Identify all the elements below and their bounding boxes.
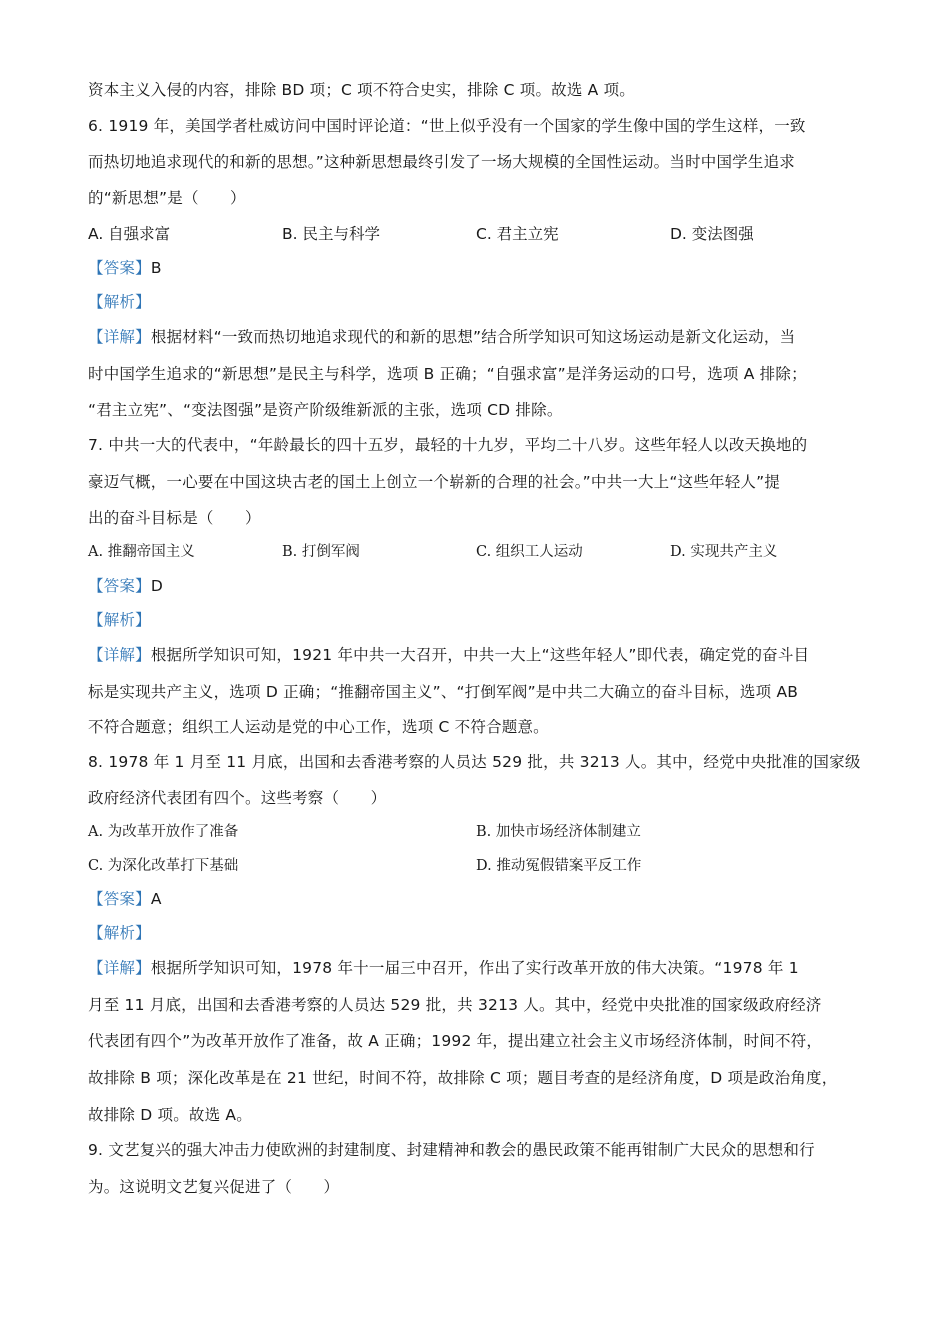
q8-detail-line: 故排除 D 项。故选 A。 bbox=[88, 1106, 252, 1124]
q6-analysis-tag: 【解析】 bbox=[88, 293, 151, 311]
detail-tag: 【详解】 bbox=[88, 328, 151, 346]
detail-tag: 【详解】 bbox=[88, 959, 151, 977]
q6-option-a: A. 自强求富 bbox=[88, 225, 171, 243]
question-6-stem: 而热切地追求现代的和新的思想。”这种新思想最终引发了一场大规模的全国性运动。当时中国学生追求 bbox=[88, 153, 795, 171]
question-7-stem: 出的奋斗目标是（ ） bbox=[88, 509, 261, 527]
q8-detail-line: 故排除 B 项；深化改革是在 21 世纪，时间不符，故排除 C 项；题目考查的是经济角度，D 项是政治角度， bbox=[88, 1069, 838, 1087]
q8-option-b: B. 加快市场经济体制建立 bbox=[476, 824, 641, 840]
detail-tag: 【详解】 bbox=[88, 646, 151, 664]
q6-option-d: D. 变法图强 bbox=[670, 225, 754, 243]
question-9-stem: 9. 文艺复兴的强大冲击力使欧洲的封建制度、封建精神和教会的愚民政策不能再钳制广大民众的思想和行 bbox=[88, 1141, 815, 1159]
answer-value: D bbox=[150, 577, 163, 595]
question-8-stem: 政府经济代表团有四个。这些考察（ ） bbox=[88, 789, 387, 807]
q7-option-c: C. 组织工人运动 bbox=[476, 544, 583, 560]
q6-detail-line: “君主立宪”、“变法图强”是资产阶级维新派的主张，选项 CD 排除。 bbox=[88, 401, 563, 419]
answer-value: A bbox=[150, 890, 162, 908]
question-9-stem: 为。这说明文艺复兴促进了（ ） bbox=[88, 1178, 340, 1196]
q6-option-b: B. 民主与科学 bbox=[282, 225, 380, 243]
q8-analysis-tag: 【解析】 bbox=[88, 924, 151, 942]
q6-detail-line: 时中国学生追求的“新思想”是民主与科学，选项 B 正确；“自强求富”是洋务运动的口号，选项 A 排除； bbox=[88, 365, 807, 383]
q8-option-c: C. 为深化改革打下基础 bbox=[88, 858, 239, 874]
question-6-stem: 6. 1919 年，美国学者杜威访问中国时评论道：“世上似乎没有一个国家的学生像中国的学生这样，一致 bbox=[88, 117, 806, 135]
q8-option-d: D. 推动冤假错案平反工作 bbox=[476, 858, 642, 874]
text-line: 资本主义入侵的内容，排除 BD 项；C 项不符合史实，排除 C 项。故选 A 项。 bbox=[88, 81, 636, 99]
q8-detail bbox=[88, 958, 888, 978]
q7-option-a: A. 推翻帝国主义 bbox=[88, 544, 195, 560]
answer-tag: 【答案】 bbox=[88, 577, 151, 595]
q8-detail-line: 月至 11 月底，出国和去香港考察的人员达 529 批，共 3213 人。其中，经党中央批准的国家级政府经济 bbox=[88, 996, 822, 1014]
answer-tag: 【答案】 bbox=[88, 259, 151, 277]
detail-text: 根据所学知识可知，1978 年十一届三中召开，作出了实行改革开放的伟大决策。“1978 年 1 bbox=[150, 959, 799, 977]
q7-detail bbox=[88, 645, 888, 665]
q6-option-c: C. 君主立宪 bbox=[476, 225, 559, 243]
q8-detail-line: 代表团有四个”为改革开放作了准备，故 A 正确；1992 年，提出建立社会主义市场经济体制，时间不符， bbox=[88, 1032, 823, 1050]
q7-option-b: B. 打倒军阀 bbox=[282, 544, 360, 560]
question-6-stem: 的“新思想”是（ ） bbox=[88, 189, 246, 207]
q6-detail bbox=[88, 327, 888, 347]
q8-answer bbox=[88, 889, 888, 909]
q7-option-d: D. 实现共产主义 bbox=[670, 544, 778, 560]
question-8-stem: 8. 1978 年 1 月至 11 月底，出国和去香港考察的人员达 529 批，共 3213 人。其中，经党中央批准的国家级 bbox=[88, 753, 861, 771]
answer-value: B bbox=[150, 259, 162, 277]
q7-analysis-tag: 【解析】 bbox=[88, 611, 151, 629]
question-7-stem: 7. 中共一大的代表中，“年龄最长的四十五岁，最轻的十九岁，平均二十八岁。这些年轻人以改天换地的 bbox=[88, 436, 808, 454]
q7-answer bbox=[88, 576, 888, 596]
detail-text: 根据材料“一致而热切地追求现代的和新的思想”结合所学知识可知这场运动是新文化运动，当 bbox=[150, 328, 796, 346]
q7-detail-line: 不符合题意；组织工人运动是党的中心工作，选项 C 不符合题意。 bbox=[88, 718, 549, 736]
q8-option-a: A. 为改革开放作了准备 bbox=[88, 824, 239, 840]
q6-answer bbox=[88, 258, 888, 278]
q7-detail-line: 标是实现共产主义，选项 D 正确；“推翻帝国主义”、“打倒军阀”是中共二大确立的奋斗目标，选项 AB bbox=[88, 683, 799, 701]
detail-text: 根据所学知识可知，1921 年中共一大召开，中共一大上“这些年轻人”即代表，确定党的奋斗目 bbox=[150, 646, 810, 664]
answer-tag: 【答案】 bbox=[88, 890, 151, 908]
question-7-stem: 豪迈气概，一心要在中国这块古老的国土上创立一个崭新的合理的社会。”中共一大上“这些年轻人”提 bbox=[88, 473, 781, 491]
